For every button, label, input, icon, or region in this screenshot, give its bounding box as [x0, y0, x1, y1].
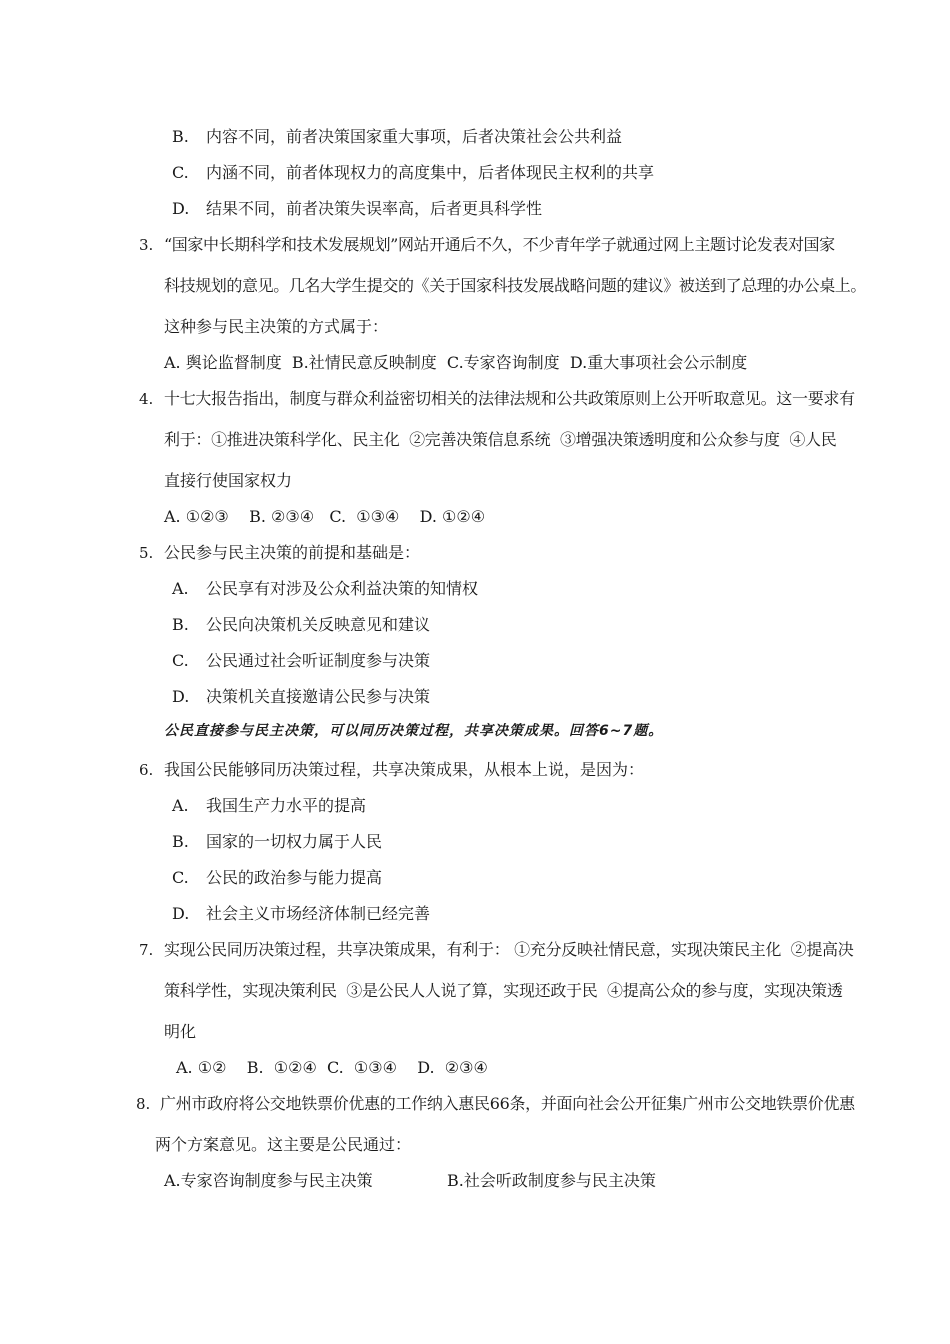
option-text: 公民享有对涉及公众利益决策的知情权 [206, 579, 479, 598]
q3-stem-line2: 科技规划的意见。几名大学生提交的《关于国家科技发展战略问题的建议》被送到了总理的办公桌上。 [164, 276, 867, 295]
q3-options: A. 舆论监督制度 B.社情民意反映制度 C.专家咨询制度 D.重大事项社会公示制度 [164, 353, 748, 372]
option-text: 公民的政治参与能力提高 [206, 868, 383, 887]
option-text: 内涵不同，前者体现权力的高度集中，后者体现民主权利的共享 [206, 163, 655, 182]
q8-stem-line1: 广州市政府将公交地铁票价优惠的工作纳入惠民66条，并面向社会公开征集广州市公交地铁票价优惠 [160, 1094, 855, 1113]
q8-number: 8. [136, 1095, 151, 1113]
q6-option-d [172, 904, 430, 924]
q5-stem: 公民参与民主决策的前提和基础是： [164, 543, 421, 562]
option-letter: D. [172, 687, 190, 706]
q8-option-b: B.社会听政制度参与民主决策 [447, 1171, 656, 1190]
option-letter: D. [172, 904, 190, 923]
option-letter: A. [172, 579, 189, 598]
option-text: 公民通过社会听证制度参与决策 [206, 651, 431, 670]
q2-option-b [172, 127, 622, 147]
q4-stem-line3: 直接行使国家权力 [164, 471, 293, 490]
q4-stem-line2: 利于：①推进决策科学化、民主化 ②完善决策信息系统 ③增强决策透明度和公众参与度 ④人民 [164, 430, 837, 449]
q6-option-a [172, 796, 366, 816]
q3-stem-line1: “国家中长期科学和技术发展规划”网站开通后不久，不少青年学子就通过网上主题讨论发表对国家 [164, 235, 835, 254]
option-text: 公民向决策机关反映意见和建议 [206, 615, 431, 634]
q6-number: 6. [139, 761, 154, 779]
option-text: 我国生产力水平的提高 [206, 796, 367, 815]
option-letter: C. [172, 868, 189, 887]
q5-option-c [172, 651, 430, 671]
q5-option-d [172, 687, 430, 707]
q6-stem: 我国公民能够同历决策过程，共享决策成果，从根本上说，是因为： [164, 760, 645, 779]
q5-option-a [172, 579, 478, 599]
option-letter: B. [172, 127, 189, 146]
q7-stem-line2: 策科学性，实现决策利民 ③是公民人人说了算，实现还政于民 ④提高公众的参与度，实现决策透 [164, 981, 843, 1000]
q4-number: 4. [139, 390, 154, 408]
q4-stem-line1: 十七大报告指出，制度与群众利益密切相关的法律法规和公共政策原则上公开听取意见。这一要求有 [164, 389, 855, 408]
option-letter: A. [172, 796, 189, 815]
option-letter: C. [172, 163, 189, 182]
q5-option-b [172, 615, 430, 635]
q3-stem-line3: 这种参与民主决策的方式属于： [164, 317, 389, 336]
q2-option-c [172, 163, 654, 183]
option-text: 结果不同，前者决策失误率高，后者更具科学性 [206, 199, 543, 218]
q3-number: 3. [139, 236, 154, 254]
q6-option-b [172, 832, 382, 852]
option-text: 社会主义市场经济体制已经完善 [206, 904, 431, 923]
option-letter: B. [172, 832, 189, 851]
section-note: 公民直接参与民主决策，可以同历决策过程，共享决策成果。回答6~7题。 [164, 723, 664, 739]
option-text: 国家的一切权力属于人民 [206, 832, 383, 851]
option-text: 内容不同，前者决策国家重大事项，后者决策社会公共利益 [206, 127, 623, 146]
q7-stem-line3: 明化 [164, 1022, 197, 1041]
option-letter: D. [172, 199, 190, 218]
q7-options: A. ①② B. ①②④ C. ①③④ D. ②③④ [176, 1058, 488, 1077]
q5-number: 5. [139, 544, 154, 562]
q4-options: A. ①②③ B. ②③④ C. ①③④ D. ①②④ [164, 507, 486, 526]
q8-option-a: A.专家咨询制度参与民主决策 [164, 1171, 373, 1190]
q8-stem-line2: 两个方案意见。这主要是公民通过： [155, 1135, 412, 1154]
q7-number: 7. [139, 941, 154, 959]
q2-option-d [172, 199, 542, 219]
option-letter: C. [172, 651, 189, 670]
q7-stem-line1: 实现公民同历决策过程，共享决策成果，有利于： ①充分反映社情民意，实现决策民主化 ②提高决 [164, 940, 854, 959]
option-text: 决策机关直接邀请公民参与决策 [206, 687, 431, 706]
q6-option-c [172, 868, 382, 888]
option-letter: B. [172, 615, 189, 634]
